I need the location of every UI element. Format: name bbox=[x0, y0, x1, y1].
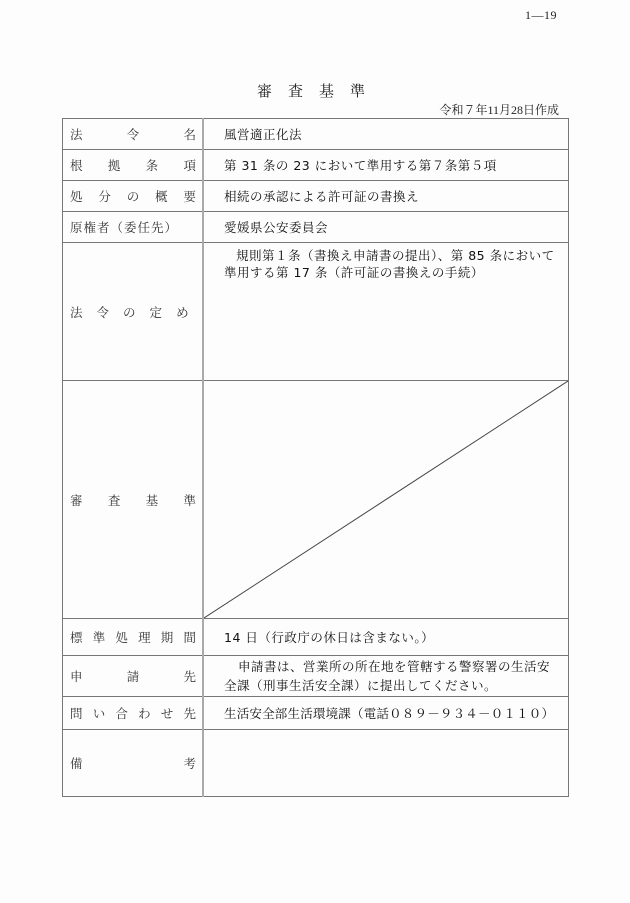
label-remarks bbox=[63, 730, 204, 797]
label-char: 理 bbox=[138, 630, 151, 645]
label-processing-period bbox=[63, 619, 204, 656]
row-authority bbox=[63, 212, 569, 243]
label-char: の bbox=[123, 304, 136, 320]
label-char: 要 bbox=[183, 189, 196, 204]
row-contact bbox=[63, 697, 569, 730]
value-submission-office: 申請書は、営業所の所在地を管轄する警察署の生活安全課（刑事生活安全課）に提出してください。 bbox=[203, 656, 569, 697]
label-char: 法 bbox=[70, 127, 83, 142]
label-char: 名 bbox=[183, 127, 196, 142]
label-char: 請 bbox=[126, 669, 140, 684]
row-legal-basis bbox=[63, 150, 569, 181]
label-char: 期 bbox=[160, 630, 174, 645]
criteria-table bbox=[62, 118, 569, 797]
label-char: 間 bbox=[183, 630, 196, 645]
creation-date: 令和７年11月28日作成 bbox=[439, 103, 559, 117]
label-char: せ bbox=[160, 706, 174, 721]
label-text: 原権者（委任先） bbox=[70, 220, 179, 235]
label-disposition-summary bbox=[63, 181, 204, 212]
label-char: 法 bbox=[70, 304, 83, 320]
label-char: 処 bbox=[70, 189, 83, 204]
document-number: 1―19 bbox=[525, 8, 557, 22]
label-authority bbox=[63, 212, 204, 243]
label-char: い bbox=[92, 706, 106, 721]
value-review-criteria bbox=[203, 381, 569, 619]
label-law-name bbox=[63, 119, 204, 150]
value-remarks bbox=[203, 730, 569, 797]
diagonal-strike-line bbox=[204, 381, 568, 618]
row-submission-office bbox=[63, 656, 569, 697]
label-char: 定 bbox=[149, 304, 163, 320]
label-char: 申 bbox=[70, 669, 83, 684]
label-contact bbox=[63, 697, 204, 730]
label-char: 分 bbox=[98, 189, 111, 204]
row-disposition-summary bbox=[63, 181, 569, 212]
label-char: 考 bbox=[183, 756, 196, 771]
label-char: 審 bbox=[70, 492, 83, 508]
label-legal-basis bbox=[63, 150, 204, 181]
row-processing-period bbox=[63, 619, 569, 656]
label-submission-office bbox=[63, 656, 204, 697]
label-char: 根 bbox=[70, 158, 83, 173]
label-char: 拠 bbox=[107, 158, 121, 173]
value-legal-provisions: 規則第１条（書換え申請書の提出）、第 85 条において準用する第 17 条（許可証の書換えの手続） bbox=[203, 243, 569, 381]
label-char: 条 bbox=[145, 158, 159, 173]
value-processing-period: 14 日（行政庁の休日は含まない。） bbox=[203, 619, 569, 656]
label-char: め bbox=[176, 304, 189, 320]
value-disposition-summary: 相続の承認による許可証の書換え bbox=[203, 181, 569, 212]
label-char: 基 bbox=[145, 492, 159, 508]
value-law-name: 風営適正化法 bbox=[203, 119, 569, 150]
value-authority: 愛媛県公安委員会 bbox=[203, 212, 569, 243]
label-char: わ bbox=[138, 706, 151, 721]
label-char: 査 bbox=[107, 492, 121, 508]
label-char: 標 bbox=[70, 630, 83, 645]
label-char: 合 bbox=[115, 706, 128, 721]
label-char: 令 bbox=[126, 127, 140, 142]
label-legal-provisions bbox=[63, 243, 204, 381]
label-char: 問 bbox=[70, 706, 83, 721]
row-law-name bbox=[63, 119, 569, 150]
label-char: 先 bbox=[183, 669, 196, 684]
label-char: 項 bbox=[183, 158, 196, 173]
label-char: 概 bbox=[155, 189, 168, 204]
value-contact: 生活安全部生活環境課（電話０８９－９３４－０１１０） bbox=[203, 697, 569, 730]
label-char: 備 bbox=[70, 756, 83, 771]
label-char: 準 bbox=[183, 492, 196, 508]
label-review-criteria bbox=[63, 381, 204, 619]
label-char: の bbox=[126, 189, 140, 204]
row-review-criteria bbox=[63, 381, 569, 619]
row-remarks bbox=[63, 730, 569, 797]
row-legal-provisions bbox=[63, 243, 569, 381]
document-title: 審査基準 bbox=[256, 82, 381, 100]
label-char: 先 bbox=[183, 706, 196, 721]
label-char: 令 bbox=[96, 304, 110, 320]
label-char: 準 bbox=[92, 630, 106, 645]
label-char: 処 bbox=[115, 630, 128, 645]
value-legal-basis: 第 31 条の 23 において準用する第７条第５項 bbox=[203, 150, 569, 181]
